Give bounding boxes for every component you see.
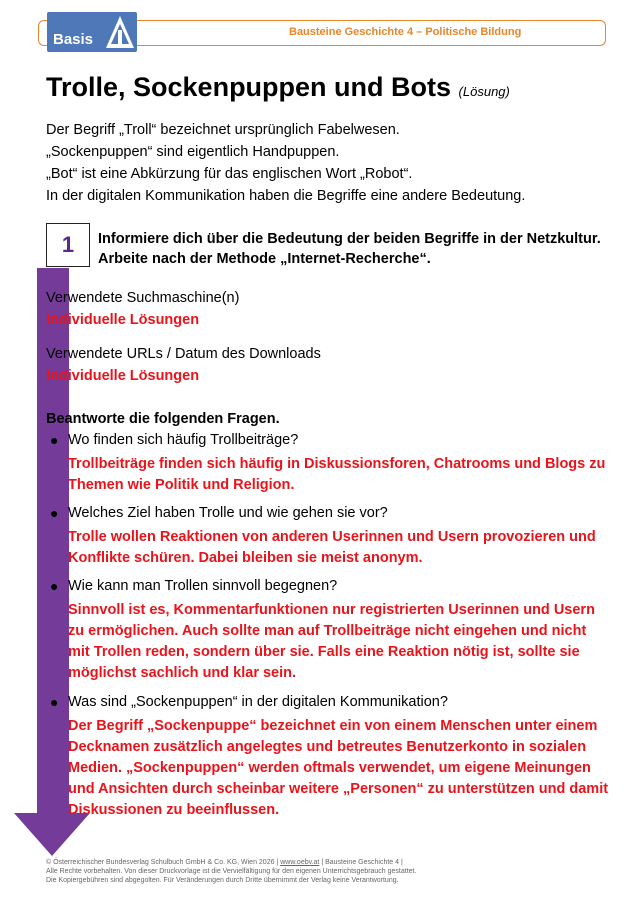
- intro-text: [46, 119, 525, 207]
- question-4: Was sind „Sockenpuppen“ in der digitalen Kommunikation?: [68, 694, 448, 710]
- intro-line: In der digitalen Kommunikation haben die Begriffe eine andere Bedeutung.: [46, 188, 526, 204]
- search-engine-label: Verwendete Suchmaschine(n): [46, 290, 240, 306]
- answer-line: Diskussionen zu beeinflussen.: [68, 802, 280, 818]
- logo-text: Basis: [53, 31, 94, 48]
- bullet-icon: ●: [50, 694, 59, 710]
- intro-line: Der Begriff „Troll“ bezeichnet ursprünglich Fabelwesen.: [46, 122, 400, 138]
- answer-line: und Ansichten durch scheinbar weitere „Personen“ zu unterstützen und damit: [68, 781, 609, 797]
- answer-line: Trolle wollen Reaktionen von anderen Userinnen und Usern provozieren und: [68, 529, 596, 545]
- answer-3: [68, 600, 595, 684]
- footer: [46, 858, 416, 885]
- answer-line: möglichst sachlich und klar sein.: [68, 665, 297, 681]
- title-suffix: (Lösung): [458, 84, 510, 99]
- answer-line: zu ermöglichen. Auch sollte man auf Trollbeiträge nicht eingehen und nicht: [68, 623, 587, 639]
- task-instructions: [98, 229, 601, 269]
- intro-line: „Bot“ ist eine Abkürzung für das englischen Wort „Robot“.: [46, 166, 413, 182]
- series-title: Bausteine Geschichte 4 – Politische Bildung: [289, 26, 522, 38]
- answer-1: [68, 454, 605, 496]
- urls-label: Verwendete URLs / Datum des Downloads: [46, 346, 321, 362]
- footer-copyright: © Österreichischer Bundesverlag Schulbuch GmbH & Co. KG, Wien 2026 |: [46, 859, 281, 866]
- answer-4: [68, 716, 608, 821]
- bullet-icon: ●: [50, 505, 59, 521]
- answer-2: [68, 527, 596, 569]
- page-title: Trolle, Sockenpuppen und Bots (Lösung): [46, 72, 510, 102]
- question-2: Welches Ziel haben Trolle und wie gehen sie vor?: [68, 505, 388, 521]
- answer-line: Sinnvoll ist es, Kommentarfunktionen nur registrierten Userinnen und Usern: [68, 602, 595, 618]
- question-1: Wo finden sich häufig Trollbeiträge?: [68, 432, 299, 448]
- task-number-box: 1: [46, 223, 90, 267]
- answer-line: Decknamen zusätzlich angelegtes und betreutes Benutzerkonto in sozialen: [68, 739, 587, 755]
- publisher-link[interactable]: www.oebv.at: [280, 859, 320, 866]
- task-line: Informiere dich über die Bedeutung der beiden Begriffe in der Netzkultur.: [98, 231, 601, 247]
- bullet-icon: ●: [50, 578, 59, 594]
- footer-rights: Alle Rechte vorbehalten. Von dieser Druckvorlage ist die Vervielfältigung für den eigenen Unterrichtsgebrauch gestattet.: [46, 868, 417, 875]
- search-engine-answer: Individuelle Lösungen: [46, 312, 200, 328]
- answer-line: Medien. „Sockenpuppen“ werden oftmals verwendet, um eigene Meinungen: [68, 760, 591, 776]
- questions-heading: Beantworte die folgenden Fragen.: [46, 411, 280, 427]
- answer-line: Konflikte schüren. Dabei bleiben sie meist anonym.: [68, 550, 423, 566]
- answer-line: Themen wie Politik und Religion.: [68, 477, 295, 493]
- footer-fees: Die Kopiergebühren sind abgegolten. Für Veränderungen durch Dritte übernimmt der Verlag keine Verantwortung.: [46, 877, 399, 884]
- answer-line: Trollbeiträge finden sich häufig in Diskussionsforen, Chatrooms und Blogs zu: [68, 456, 606, 472]
- answer-line: Der Begriff „Sockenpuppe“ bezeichnet ein von einem Menschen unter einem: [68, 718, 598, 734]
- answer-line: mit Trollen reden, sondern über sie. Falls eine Reaktion nötig ist, sollte sie: [68, 644, 580, 660]
- basis-logo: [47, 12, 137, 52]
- footer-series: | Bausteine Geschichte 4 |: [319, 859, 403, 866]
- intro-line: „Sockenpuppen“ sind eigentlich Handpuppen.: [46, 144, 340, 160]
- bullet-icon: ●: [50, 432, 59, 448]
- question-3: Wie kann man Trollen sinnvoll begegnen?: [68, 578, 338, 594]
- logo-triangle-icon: [105, 14, 135, 50]
- urls-answer: Individuelle Lösungen: [46, 368, 200, 384]
- task-line: Arbeite nach der Methode „Internet-Recherche“.: [98, 251, 431, 267]
